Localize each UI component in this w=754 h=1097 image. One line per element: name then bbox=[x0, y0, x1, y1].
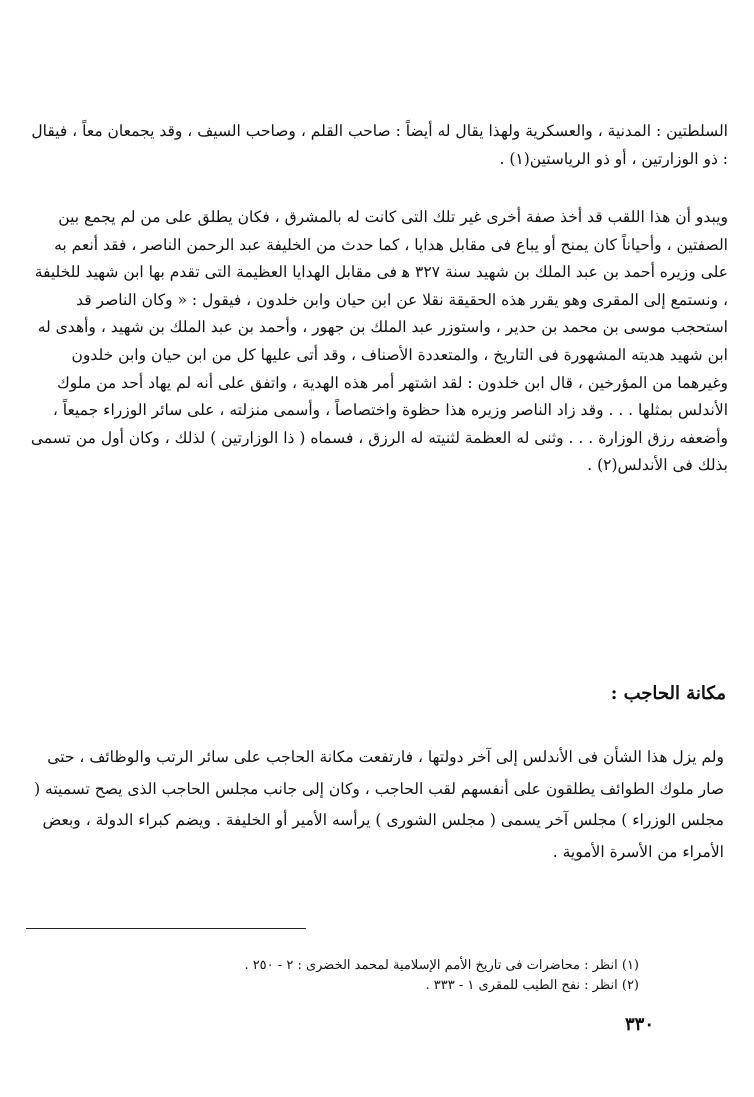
body-paragraph-2: ويبدو أن هذا اللقب قد أخذ صفة أخرى غير تلك التى كانت له بالمشرق ، فكان يطلق على من لم يجمع بين الصفتين ، وأحياناً كان يمنح أو يباع فى مقابل هدايا ، كما حدث من الخليفة عبد الرحمن الناصر ، فقد أنعم به على وزيره أحمد بن عبد الملك بن شهيد سنة ٣٢٧ ﻫ فى مقابل الهدايا العظيمة التى تقدم بها ابن شهيد للخليفة ، ونستمع إلى المقرى وهو يقرر هذه الحقيقة نقلا عن ابن حيان وابن خلدون ، فيقول : « وكان الناصر قد استحجب موسى بن محمد بن حدير ، واستوزر عبد الملك بن جهور ، وأحمد بن عبد الملك بن شهيد ، وأهدى له ابن شهيد هديته المشهورة فى التاريخ ، والمتعددة الأصناف ، وقد أتى عليها كل من ابن حيان وابن خلدون وغيرهما من المؤرخين ، قال ابن خلدون : لقد اشتهر أمر هذه الهدية ، واتفق على أنه لم يهاد أحد من ملوك الأندلس بمثلها . . . وقد زاد الناصر وزيره هذا حظوة واختصاصاً ، وأسمى منزلته ، على سائر الوزراء جميعاً ، وأضعفه رزق الوزارة . . . وثنى له العظمة لثنيته له الرزق ، فسماه ( ذا الوزارتين ) لذلك ، وكان أول من تسمى بذلك فى الأندلس(٢) . bbox=[30, 208, 728, 475]
page-number: ٣٣٠ bbox=[624, 1014, 654, 1035]
footnote-divider bbox=[26, 928, 306, 929]
body-paragraph-3: ولم يزل هذا الشأن فى الأندلس إلى آخر دولتها ، فارتفعت مكانة الحاجب على سائر الرتب والوظائف ، حتى صار ملوك الطوائف يطلقون على أنفسهم لقب الحاجب ، وكان إلى جانب مجلس الحاجب الذى يصح تسميته ( مجلس الوزراء ) مجلس آخر يسمى ( مجلس الشورى ) يرأسه الأمير أو الخليفة . ويضم كبراء الدولة ، وبعض الأمراء من الأسرة الأموية . bbox=[34, 748, 724, 861]
footnote-2: (٢) انظر : نفح الطيب للمقرى ١ - ٣٣٣ . bbox=[425, 978, 639, 993]
footnote-1: (١) انظر : محاضرات فى تاريخ الأمم الإسلامية لمحمد الخضرى : ٢ - ٢٥٠ . bbox=[244, 958, 639, 973]
section-heading: مكانة الحاجب : bbox=[610, 683, 726, 704]
footnotes bbox=[119, 956, 639, 996]
body-paragraph-1: السلطتين : المدنية ، والعسكرية ولهذا يقال له أيضاً : صاحب القلم ، وصاحب السيف ، وقد يجمعان معاً ، فيقال : ذو الوزارتين ، أو ذو الرياستين(١) . bbox=[31, 122, 728, 168]
